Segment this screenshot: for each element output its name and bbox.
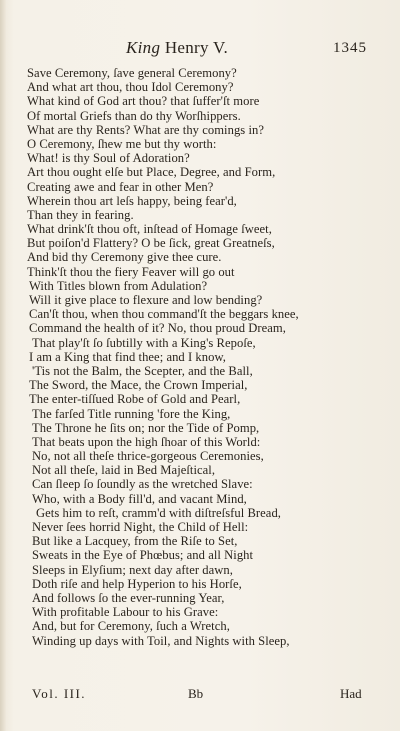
verse-line: With profitable Labour to his Grave:	[32, 605, 219, 620]
verse-line: Sweats in the Eye of Phœbus; and all Night	[32, 548, 254, 563]
verse-line: I am a King that find thee; and I know,	[29, 349, 226, 364]
verse-line: Winding up days with Toil, and Nights with Sleep,	[32, 633, 290, 648]
verse-line: Wherein thou art leſs happy, being fear'd,	[27, 193, 237, 208]
page-gutter	[0, 0, 6, 731]
verse-line: The farſed Title running 'fore the King,	[32, 406, 231, 421]
verse-line: Than they in fearing.	[27, 207, 134, 222]
verse-line: The Throne he ſits on; nor the Tide of Pomp,	[32, 420, 260, 435]
running-title-roman: Henry V.	[164, 38, 228, 57]
verse-line: Not all theſe, laid in Bed Majeſtical,	[32, 463, 216, 478]
verse-line: What! is thy Soul of Adoration?	[27, 151, 190, 166]
running-title-italic: King	[126, 38, 161, 57]
verse-line: That play'ſt ſo ſubtilly with a King's Repoſe,	[32, 335, 256, 350]
verse-line: And, but for Ceremony, ſuch a Wretch,	[32, 619, 230, 634]
verse-line: Doth riſe and help Hyperion to his Horſe,	[32, 576, 242, 591]
verse-line: And what art thou, thou Idol Ceremony?	[27, 80, 234, 95]
verse-line: Who, with a Body fill'd, and vacant Mind,	[32, 491, 247, 506]
verse-line: Art thou ought elſe but Place, Degree, and Form,	[27, 165, 276, 180]
verse-line: But like a Lacquey, from the Riſe to Set,	[32, 534, 238, 549]
verse-text	[27, 66, 377, 648]
signature-mark: Bb	[188, 686, 204, 701]
verse-line: But poiſon'd Flattery? O be ſick, great Greatneſs,	[27, 236, 275, 251]
verse-line: Of mortal Griefs than do thy Worſhippers.	[27, 108, 241, 123]
verse-line: What kind of God art thou? that ſuffer'ſt more	[27, 94, 260, 109]
verse-line: 'Tis not the Balm, the Scepter, and the Ball,	[32, 363, 253, 378]
verse-line: And follows ſo the ever-running Year,	[32, 590, 225, 605]
page-footer	[0, 686, 400, 704]
verse-line: No, not all theſe thrice-gorgeous Ceremonies,	[32, 449, 264, 464]
verse-line: Save Ceremony, ſave general Ceremony?	[27, 66, 237, 80]
verse-line: Never ſees horrid Night, the Child of Hell:	[32, 520, 249, 534]
verse-line: What drink'ſt thou oft, inſtead of Homage ſweet,	[27, 222, 272, 237]
verse-line: With Titles blown from Adulation?	[29, 278, 208, 293]
verse-line: Gets him to reſt, cramm'd with diſtreſsful Bread,	[36, 505, 281, 520]
verse-line: What are thy Rents? What are thy comings in?	[27, 122, 264, 137]
verse-line: Can'ſt thou, when thou command'ſt the beggars knee,	[29, 307, 299, 322]
verse-line: That beats upon the high ſhoar of this World:	[32, 434, 261, 449]
verse-line: The enter-tiſſued Robe of Gold and Pearl,	[29, 392, 241, 407]
verse-line: Creating awe and fear in other Men?	[27, 179, 214, 194]
verse-line: The Sword, the Mace, the Crown Imperial,	[29, 378, 248, 393]
verse-line: Can ſleep ſo ſoundly as the wretched Slave:	[32, 477, 253, 492]
running-title	[126, 38, 228, 58]
verse-line: O Ceremony, ſhew me but thy worth:	[27, 136, 217, 151]
volume-marker: Vol. III.	[32, 686, 87, 701]
verse-line: Will it give place to flexure and low bending?	[29, 293, 263, 307]
page-number: 1345	[333, 40, 367, 56]
page-header	[0, 38, 400, 60]
catchword: Had	[340, 686, 362, 701]
verse-line: Sleeps in Elyſium; next day after dawn,	[32, 562, 233, 577]
verse-line: And bid thy Ceremony give thee cure.	[27, 250, 222, 265]
verse-line: Command the health of it? No, thou proud Dream,	[29, 321, 286, 336]
verse-line: Think'ſt thou the fiery Feaver will go out	[27, 264, 235, 279]
